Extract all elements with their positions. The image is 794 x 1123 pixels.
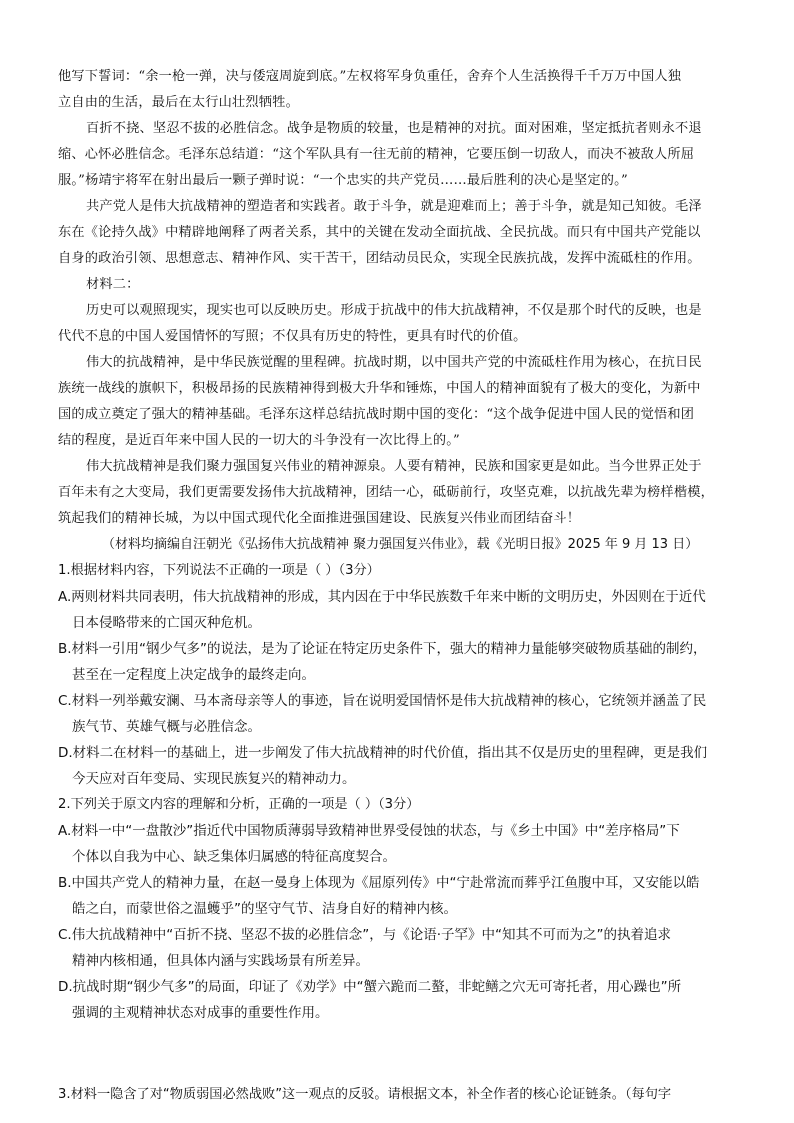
option-b-cont: 皓之白，而蒙世俗之温蠖乎”的坚守气节、洁身自好的精神内核。 xyxy=(72,901,457,917)
material1-continuation xyxy=(58,64,738,116)
option-d-cont: 强调的主观精神状态对成事的重要性作用。 xyxy=(72,1005,329,1021)
option-c: C.材料一列举戴安澜、马本斋母亲等人的事迹，旨在说明爱国情怀是伟大抗战精神的核心，它统领并涵盖了民 xyxy=(58,693,707,709)
text-line: 历史可以观照现实，现实也可以反映历史。形成于抗战中的伟大抗战精神，不仅是那个时代的反映，也是 xyxy=(86,303,702,318)
option-d: D.抗战时期“钢少气多”的局面，印证了《劝学》中“蟹六跪而二螯，非蛇鳝之穴无可寄托者，用心躁也”所 xyxy=(58,979,682,995)
option-a: A.两则材料共同表明，伟大抗战精神的形成，其内因在于中华民族数千年来中断的文明历史，外因则在于近代 xyxy=(58,589,706,605)
text-line: 服。”杨靖宇将军在射出最后一颗子弹时说：“一个忠实的共产党员……最后胜利的决心是坚定的。” xyxy=(58,173,628,188)
text-line: 代代不息的中国人爱国情怀的写照；不仅具有历史的特性，更具有时代的价值。 xyxy=(58,329,527,344)
question-stem: 3.材料一隐含了对“物质弱国必然战败”这一观点的反驳。请根据文本，补全作者的核心论证链条。（每句字 xyxy=(58,1087,672,1102)
text-line: 国的成立奠定了强大的精神基础。毛泽东这样总结抗战时期中国的变化：“这个战争促进中国人民的觉悟和团 xyxy=(58,407,695,422)
text-line: 伟大的抗战精神，是中华民族觉醒的里程碑。抗战时期，以中国共产党的中流砥柱作用为核心，在抗日民 xyxy=(86,355,702,370)
paragraph-bainao xyxy=(58,116,738,194)
option-b-cont: 甚至在一定程度上决定战争的最终走向。 xyxy=(72,667,315,683)
paragraph-weida xyxy=(58,350,738,454)
text-line: 筑起我们的精神长城，为以中国式现代化全面推进强国建设、民族复兴伟业而团结奋斗！ xyxy=(58,511,581,526)
text-line: 东在《论持久战》中精辟地阐释了两者关系，其中的关键在发动全面抗战、全民抗战。而只有中国共产党能以 xyxy=(58,225,701,240)
option-c: C.伟大抗战精神中“百折不挠、坚忍不拔的必胜信念”，与《论语·子罕》中“知其不可而为之”的执着追求 xyxy=(58,927,671,943)
option-a-cont: 日本侵略带来的亡国灭种危机。 xyxy=(72,615,261,631)
question-stem: 1.根据材料内容，下列说法不正确的一项是（ ）（3分） xyxy=(58,563,380,578)
question-stem: 2.下列关于原文内容的理解和分析，正确的一项是（ ）（3分） xyxy=(58,797,420,812)
text-line: 缩、心怀必胜信念。毛泽东总结道：“这个军队具有一往无前的精神，它要压倒一切敌人，而决不被敌人所屈 xyxy=(58,147,695,162)
text-line: 百年未有之大变局，我们更需要发扬伟大抗战精神，团结一心，砥砺前行，攻坚克难，以抗战先辈为榜样楷模， xyxy=(58,485,714,500)
text-line: 族统一战线的旗帜下，积极昂扬的民族精神得到极大升华和锤炼，中国人的精神面貌有了极大的变化，为新中 xyxy=(58,381,701,396)
answer-space xyxy=(58,1026,738,1082)
material2-heading: 材料二： xyxy=(86,277,140,292)
option-d-cont: 今天应对百年变局、实现民族复兴的精神动力。 xyxy=(72,771,356,787)
option-a-cont: 个体以自我为中心、缺乏集体归属感的特征高度契合。 xyxy=(72,849,396,865)
source-note: （材料均摘编自汪朝光《弘扬伟大抗战精神 聚力强国复兴伟业》，载《光明日报》2025 年 9 月 13 日） xyxy=(102,537,699,552)
option-b: B.材料一引用“钢少气多”的说法，是为了论证在特定历史条件下，强大的精神力量能够突破物质基础的制约， xyxy=(58,641,707,657)
option-d: D.材料二在材料一的基础上，进一步阐发了伟大抗战精神的时代价值，指出其不仅是历史的里程碑，更是我们 xyxy=(58,745,708,761)
text-line: 结的程度，是近百年来中国人民的一切大的斗争没有一次比得上的。” xyxy=(58,433,460,448)
question-2 xyxy=(58,792,738,1026)
text-line: 自身的政治引领、思想意志、精神作风、实干苦干，团结动员民众，实现全民族抗战，发挥中流砥柱的作用。 xyxy=(58,251,701,266)
question-3 xyxy=(58,1082,738,1108)
text-line: 他写下誓词：“余一枪一弹，决与倭寇周旋到底。”左权将军身负重任，舍弃个人生活换得千千万万中国人独 xyxy=(58,69,682,84)
exam-page xyxy=(58,64,738,1108)
text-line: 百折不挠、坚忍不拔的必胜信念。战争是物质的较量，也是精神的对抗。面对困难，坚定抵抗者则永不退 xyxy=(86,121,702,136)
paragraph-gongchandang xyxy=(58,194,738,272)
paragraph-yuanquan xyxy=(58,454,738,532)
text-line: 共产党人是伟大抗战精神的塑造者和实践者。敢于斗争，就是迎难而上；善于斗争，就是知己知彼。毛泽 xyxy=(86,199,702,214)
option-a: A.材料一中“一盘散沙”指近代中国物质薄弱导致精神世界受侵蚀的状态，与《乡土中国》中“差序格局”下 xyxy=(58,823,680,839)
text-line: 伟大抗战精神是我们聚力强国复兴伟业的精神源泉。人要有精神，民族和国家更是如此。当今世界正处于 xyxy=(86,459,702,474)
option-c-cont: 精神内核相通，但具体内涵与实践场景有所差异。 xyxy=(72,953,369,969)
text-line: 立自由的生活，最后在太行山壮烈牺牲。 xyxy=(58,95,299,110)
paragraph-lishi xyxy=(58,298,738,350)
option-b: B.中国共产党人的精神力量，在赵一曼身上体现为《屈原列传》中“宁赴常流而葬乎江鱼腹中耳，又安能以皓 xyxy=(58,875,700,891)
question-1 xyxy=(58,558,738,792)
option-c-cont: 族气节、英雄气概与必胜信念。 xyxy=(72,719,261,735)
